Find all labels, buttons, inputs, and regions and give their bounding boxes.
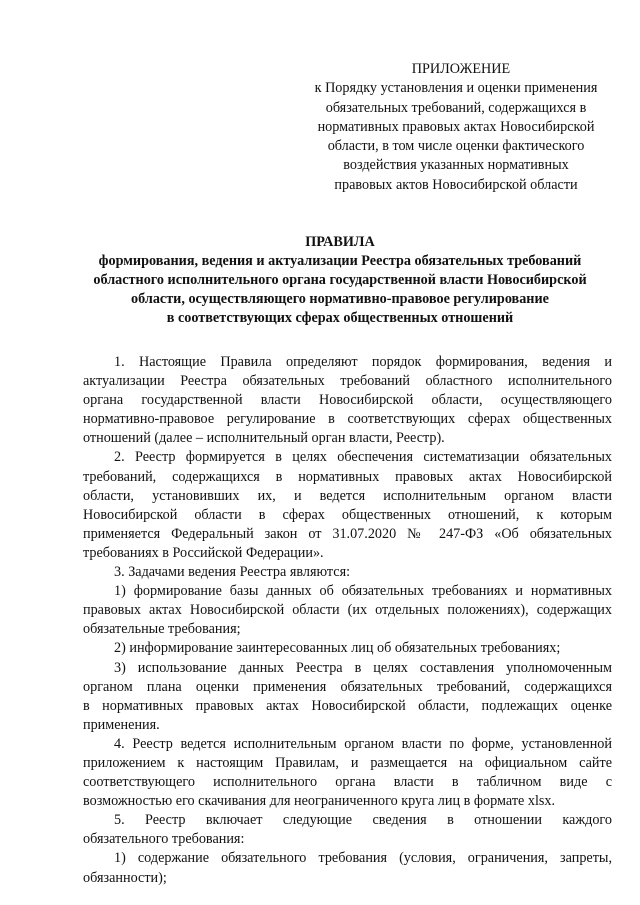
- paragraph-line: правовых актах Новосибирской области (их отдельных положениях), содержащих: [83, 602, 612, 619]
- paragraph-line: области, установивших их, и ведется исполнительным органом власти: [83, 487, 612, 504]
- paragraph-line: обязательные требования;: [83, 621, 241, 638]
- appendix-heading: ПРИЛОЖЕНИЕ: [411, 61, 511, 77]
- appendix-block: [296, 60, 616, 195]
- appendix-line: обязательных требований, содержащихся в: [325, 99, 587, 116]
- paragraph-line: требованиях в Российской Федерации».: [83, 544, 324, 561]
- paragraph-first-line: 5. Реестр включает следующие сведения в отношении каждого: [114, 812, 612, 829]
- paragraph-line: соответствующего исполнительного органа власти в табличном виде с: [83, 774, 612, 791]
- paragraph-line: обязательного требования:: [83, 831, 245, 848]
- title-line: области, осуществляющего нормативно-правовое регулирование: [131, 291, 549, 308]
- title-line: формирования, ведения и актуализации Реестра обязательных требований: [98, 253, 582, 270]
- paragraph-line: органа государственной власти Новосибирской области, осуществляющего: [83, 392, 612, 409]
- paragraph-first-line: 4. Реестр ведется исполнительным органом власти по форме, установленной: [114, 735, 612, 752]
- title-heading: ПРАВИЛА: [305, 234, 375, 250]
- paragraph-line: обязанности);: [83, 869, 167, 886]
- paragraph-first-line: 3. Задачами ведения Реестра являются:: [114, 564, 351, 581]
- document-title: [60, 233, 620, 328]
- paragraph-line: нормативно-правовое регулирование в соответствующих сферах общественных: [83, 411, 612, 428]
- appendix-line: к Порядку установления и оценки применения: [314, 80, 598, 97]
- appendix-line: области, в том числе оценки фактического: [327, 138, 585, 155]
- paragraph-line: требований, содержащихся в нормативных правовых актах Новосибирской: [83, 468, 612, 485]
- paragraph-line: применения.: [83, 716, 160, 733]
- paragraph-first-line: 2. Реестр формируется в целях обеспечения систематизации обязательных: [114, 449, 612, 466]
- paragraph-first-line: 1) формирование базы данных об обязательных требованиях и нормативных: [114, 583, 612, 600]
- paragraph-line: органом плана оценки применения обязательных требований, содержащихся: [83, 678, 612, 695]
- paragraph-line: приложением к настоящим Правилам, и размещается на официальном сайте: [83, 754, 612, 771]
- appendix-line: воздействия указанных нормативных: [343, 157, 569, 174]
- paragraph-line: в нормативных правовых актах Новосибирской области, подлежащих оценке: [83, 697, 612, 714]
- document-body: [83, 353, 612, 888]
- paragraph-line: отношений (далее – исполнительный орган власти, Реестр).: [83, 430, 445, 447]
- paragraph-line: возможностью его скачивания для неограниченного круга лиц в формате xlsx.: [83, 793, 556, 810]
- title-line: областного исполнительного органа государственной власти Новосибирской: [93, 272, 587, 289]
- title-line: в соответствующих сферах общественных отношений: [166, 310, 514, 327]
- paragraph-first-line: 3) использование данных Реестра в целях составления уполномоченным: [114, 659, 612, 676]
- paragraph-first-line: 1) содержание обязательного требования (условия, ограничения, запреты,: [114, 850, 612, 867]
- paragraph-line: актуализации Реестра обязательных требований областного исполнительного: [83, 373, 612, 390]
- paragraph-first-line: 2) информирование заинтересованных лиц об обязательных требованиях;: [114, 640, 561, 657]
- appendix-line: нормативных правовых актах Новосибирской: [317, 118, 595, 135]
- paragraph-line: применяется Федеральный закон от 31.07.2020 № 247-ФЗ «Об обязательных: [83, 525, 612, 542]
- appendix-line: правовых актов Новосибирской области: [334, 176, 578, 193]
- paragraph-line: Новосибирской области в сферах общественных отношений, к которым: [83, 506, 612, 523]
- paragraph-first-line: 1. Настоящие Правила определяют порядок формирования, ведения и: [114, 354, 612, 370]
